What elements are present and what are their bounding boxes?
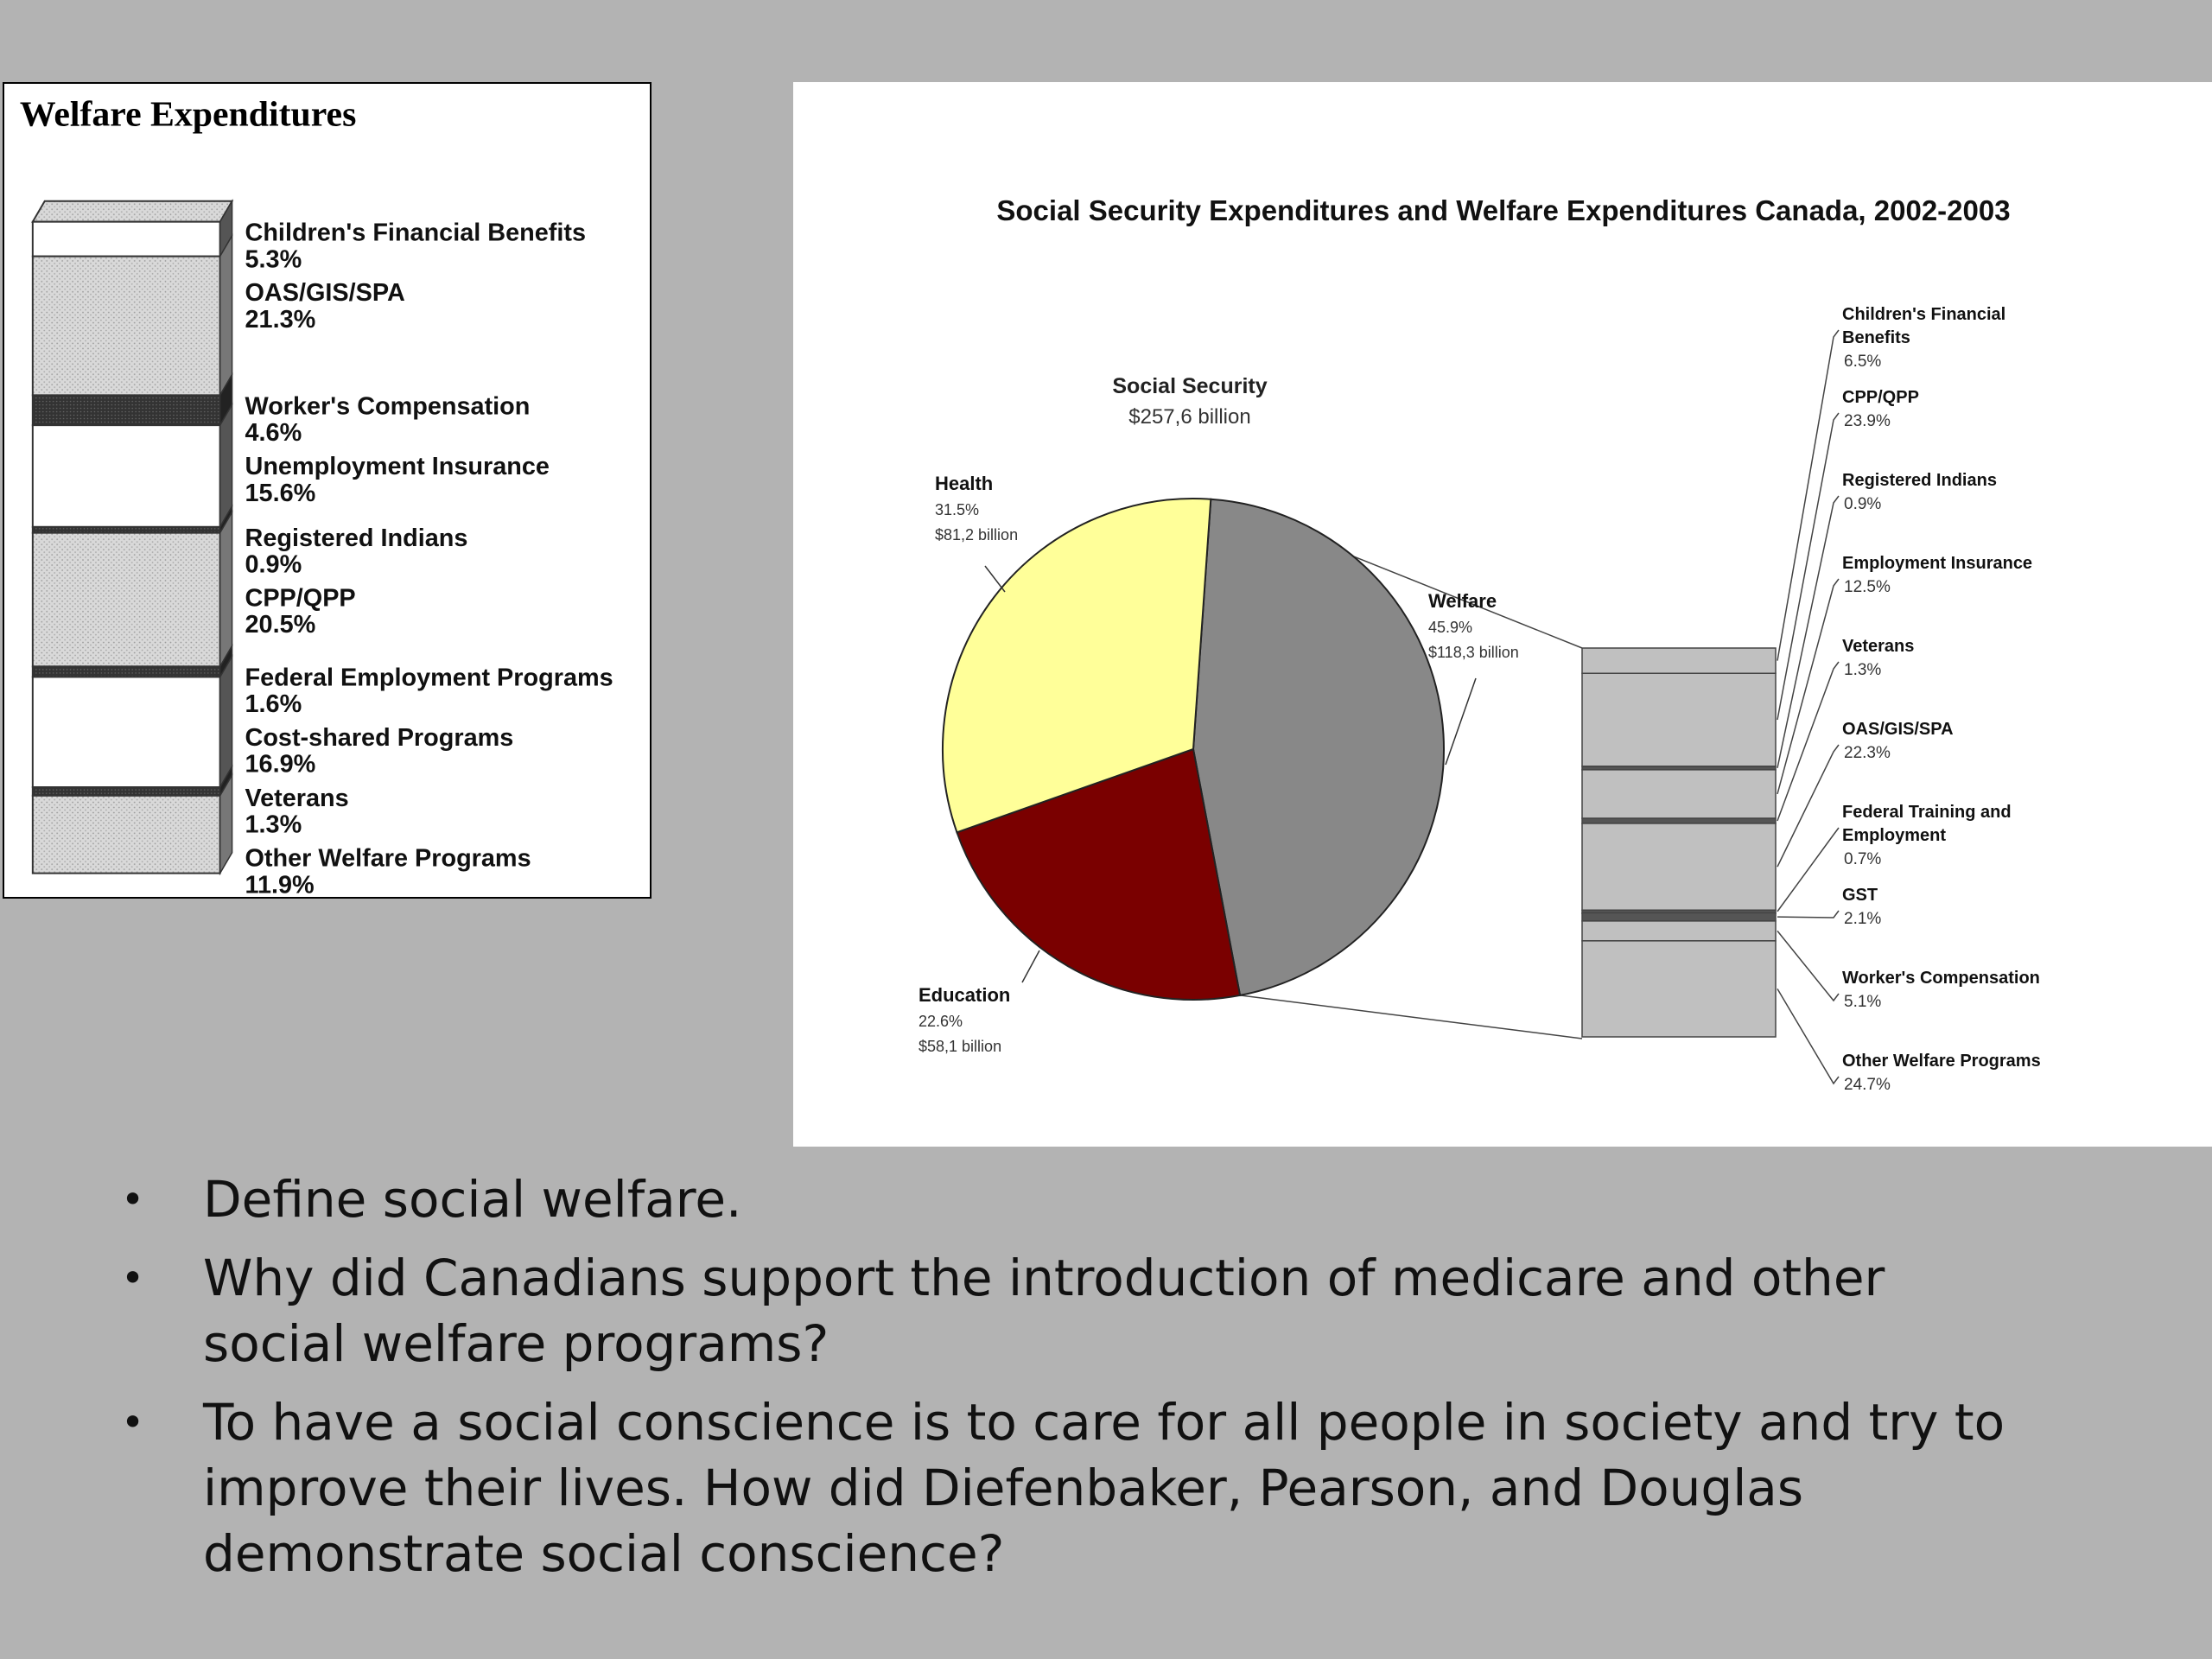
breakdown-name-oas-gis-spa: OAS/GIS/SPA [1842, 720, 1954, 739]
stack-segment-worker-s-compensation [33, 395, 220, 425]
bullet-item [121, 1245, 2022, 1376]
pie-label-leader-health [985, 566, 1005, 592]
stack-labels [245, 219, 613, 897]
stack-segment-oas-gis-spa [33, 257, 220, 396]
breakdown-segment-worker-s-compensation [1582, 921, 1776, 941]
breakdown-pct-other-welfare-programs: 24.7% [1844, 1076, 1891, 1094]
breakdown-leader-line [1777, 828, 1839, 912]
stack-segment-veterans [33, 787, 220, 796]
left-chart-title: Welfare Expenditures [19, 94, 357, 135]
stack-pct-worker-s-compensation: 4.6% [245, 419, 302, 448]
social-security-total-label [1112, 374, 1267, 429]
stack-segment-cost-shared-programs [33, 677, 220, 787]
bullet-item [121, 1389, 2022, 1586]
pie-chart-svg [793, 82, 2212, 1147]
stack-label-unemployment-insurance: Unemployment Insurance [245, 452, 550, 480]
social-security-value: $257,6 billion [1128, 405, 1251, 429]
breakdown-name-other-welfare-programs: Other Welfare Programs [1842, 1052, 2041, 1071]
stack-label-veterans: Veterans [245, 784, 349, 812]
breakdown-leader-line [1777, 496, 1839, 768]
breakdown-leader-line [1777, 662, 1839, 821]
stack-top-cap [33, 201, 232, 222]
breakdown-segment-employment-insurance [1582, 770, 1776, 818]
breakdown-name-gst: GST [1842, 886, 1878, 905]
stack-pct-veterans: 1.3% [245, 810, 302, 839]
breakdown-segment-gst [1582, 912, 1776, 920]
pie-slice-welfare [1193, 499, 1444, 995]
breakdown-bar [1582, 648, 1776, 1037]
breakdown-labels [1777, 305, 2041, 1094]
breakdown-pct-federal-training-and-employment: 0.7% [1844, 850, 1882, 868]
breakdown-leader-line [1777, 413, 1839, 720]
breakdown-pct-gst: 2.1% [1844, 910, 1882, 928]
breakdown-name-worker-s-compensation: Worker's Compensation [1842, 969, 2040, 988]
stack-segment-registered-indians [33, 527, 220, 533]
stack-segment-cpp-qpp [33, 533, 220, 667]
breakdown-leader-line [1777, 330, 1839, 661]
breakdown-segment-cpp-qpp [1582, 673, 1776, 766]
stack-side-cpp-qpp [220, 512, 232, 667]
breakdown-leader-line [1777, 745, 1839, 867]
welfare-expenditures-chart [3, 82, 652, 899]
bullet-text: To have a social conscience is to care for all people in society and try to improve their lives. How did Diefenbaker, Pearson, and Douglas demonstrate social conscience? [203, 1393, 2005, 1583]
stack-label-federal-employment-programs: Federal Employment Programs [245, 664, 613, 692]
stack-pct-federal-employment-programs: 1.6% [245, 690, 302, 719]
breakdown-pct-worker-s-compensation: 5.1% [1844, 993, 1882, 1011]
stack-pct-unemployment-insurance: 15.6% [245, 479, 316, 507]
stack-label-oas-gis-spa: OAS/GIS/SPA [245, 279, 405, 308]
connector-bottom [1240, 995, 1582, 1039]
pie-label-leader-education [1022, 950, 1039, 982]
breakdown-segment-veterans [1582, 818, 1776, 823]
pie-group [943, 499, 1444, 1000]
stack-segment-unemployment-insurance [33, 425, 220, 527]
welfare-stack-svg [4, 84, 650, 897]
breakdown-segment-children-s-financial-benefits [1582, 648, 1776, 673]
breakdown-segment-oas-gis-spa [1582, 823, 1776, 910]
bullet-text: Define social welfare. [203, 1170, 742, 1229]
stack-side-oas-gis-spa [220, 236, 232, 396]
pie-label-amount-health: $81,2 billion [935, 526, 1019, 543]
breakdown-name-registered-indians: Registered Indians [1842, 471, 1997, 490]
breakdown-pct-cpp-qpp: 23.9% [1844, 412, 1891, 430]
breakdown-name-cpp-qpp: CPP/QPP [1842, 388, 1919, 407]
stack-segment-other-welfare-programs [33, 796, 220, 874]
breakdown-pct-oas-gis-spa: 22.3% [1844, 744, 1891, 762]
stack-pct-cpp-qpp: 20.5% [245, 611, 316, 639]
breakdown-pct-registered-indians: 0.9% [1844, 495, 1882, 513]
pie-label-name-welfare: Welfare [1428, 590, 1497, 612]
stack-label-worker-s-compensation: Worker's Compensation [245, 392, 531, 421]
stack-side-cost-shared-programs [220, 657, 232, 787]
bullet-item [121, 1166, 2022, 1232]
social-security-name: Social Security [1112, 374, 1268, 398]
stack-label-registered-indians: Registered Indians [245, 524, 468, 552]
pie-label-amount-welfare: $118,3 billion [1428, 644, 1519, 661]
bullet-dot: • [121, 1176, 145, 1223]
breakdown-name-veterans: Veterans [1842, 637, 1915, 656]
breakdown-name-employment-insurance: Employment Insurance [1842, 554, 2033, 573]
pie-label-name-education: Education [918, 984, 1011, 1006]
stack-pct-cost-shared-programs: 16.9% [245, 750, 316, 779]
breakdown-name-children-s-financial-benefits: Children's Financial [1842, 305, 2006, 324]
pie-label-name-health: Health [935, 473, 994, 494]
pie-label-pct-welfare: 45.9% [1428, 619, 1473, 636]
breakdown-pct-employment-insurance: 12.5% [1844, 578, 1891, 596]
stack-segment-federal-employment-programs [33, 666, 220, 677]
bullet-dot: • [121, 1255, 145, 1301]
pie-chart-title: Social Security Expenditures and Welfare Expenditures Canada, 2002-2003 [996, 194, 2011, 226]
stack-label-cpp-qpp: CPP/QPP [245, 584, 356, 613]
social-security-chart [793, 82, 2212, 1147]
stack-group [33, 201, 232, 874]
breakdown-pct-children-s-financial-benefits: 6.5% [1844, 353, 1882, 371]
pie-label-pct-education: 22.6% [918, 1013, 963, 1030]
stack-pct-oas-gis-spa: 21.3% [245, 306, 316, 334]
bullet-text: Why did Canadians support the introduction of medicare and other social welfare programs? [203, 1249, 1885, 1373]
breakdown-leader-line [1777, 911, 1839, 918]
pie-label-amount-education: $58,1 billion [918, 1038, 1002, 1055]
bullet-dot: • [121, 1399, 145, 1446]
bullet-list [121, 1166, 2022, 1599]
breakdown-name-federal-training-and-employment: Employment [1842, 826, 1947, 845]
stack-pct-other-welfare-programs: 11.9% [245, 871, 315, 897]
breakdown-name-children-s-financial-benefits: Benefits [1842, 328, 1910, 347]
stack-pct-children-s-financial-benefits: 5.3% [245, 245, 302, 274]
breakdown-leader-line [1777, 931, 1839, 1001]
pie-label-pct-health: 31.5% [935, 501, 980, 518]
breakdown-pct-veterans: 1.3% [1844, 661, 1882, 679]
stack-label-other-welfare-programs: Other Welfare Programs [245, 844, 531, 873]
breakdown-leader-line [1777, 988, 1839, 1084]
pie-label-leader-welfare [1446, 678, 1476, 765]
stack-segment-children-s-financial-benefits [33, 222, 220, 257]
breakdown-segment-other-welfare-programs [1582, 941, 1776, 1037]
breakdown-name-federal-training-and-employment: Federal Training and [1842, 803, 2012, 822]
stack-label-children-s-financial-benefits: Children's Financial Benefits [245, 219, 587, 247]
stack-label-cost-shared-programs: Cost-shared Programs [245, 723, 514, 752]
stack-pct-registered-indians: 0.9% [245, 550, 302, 579]
